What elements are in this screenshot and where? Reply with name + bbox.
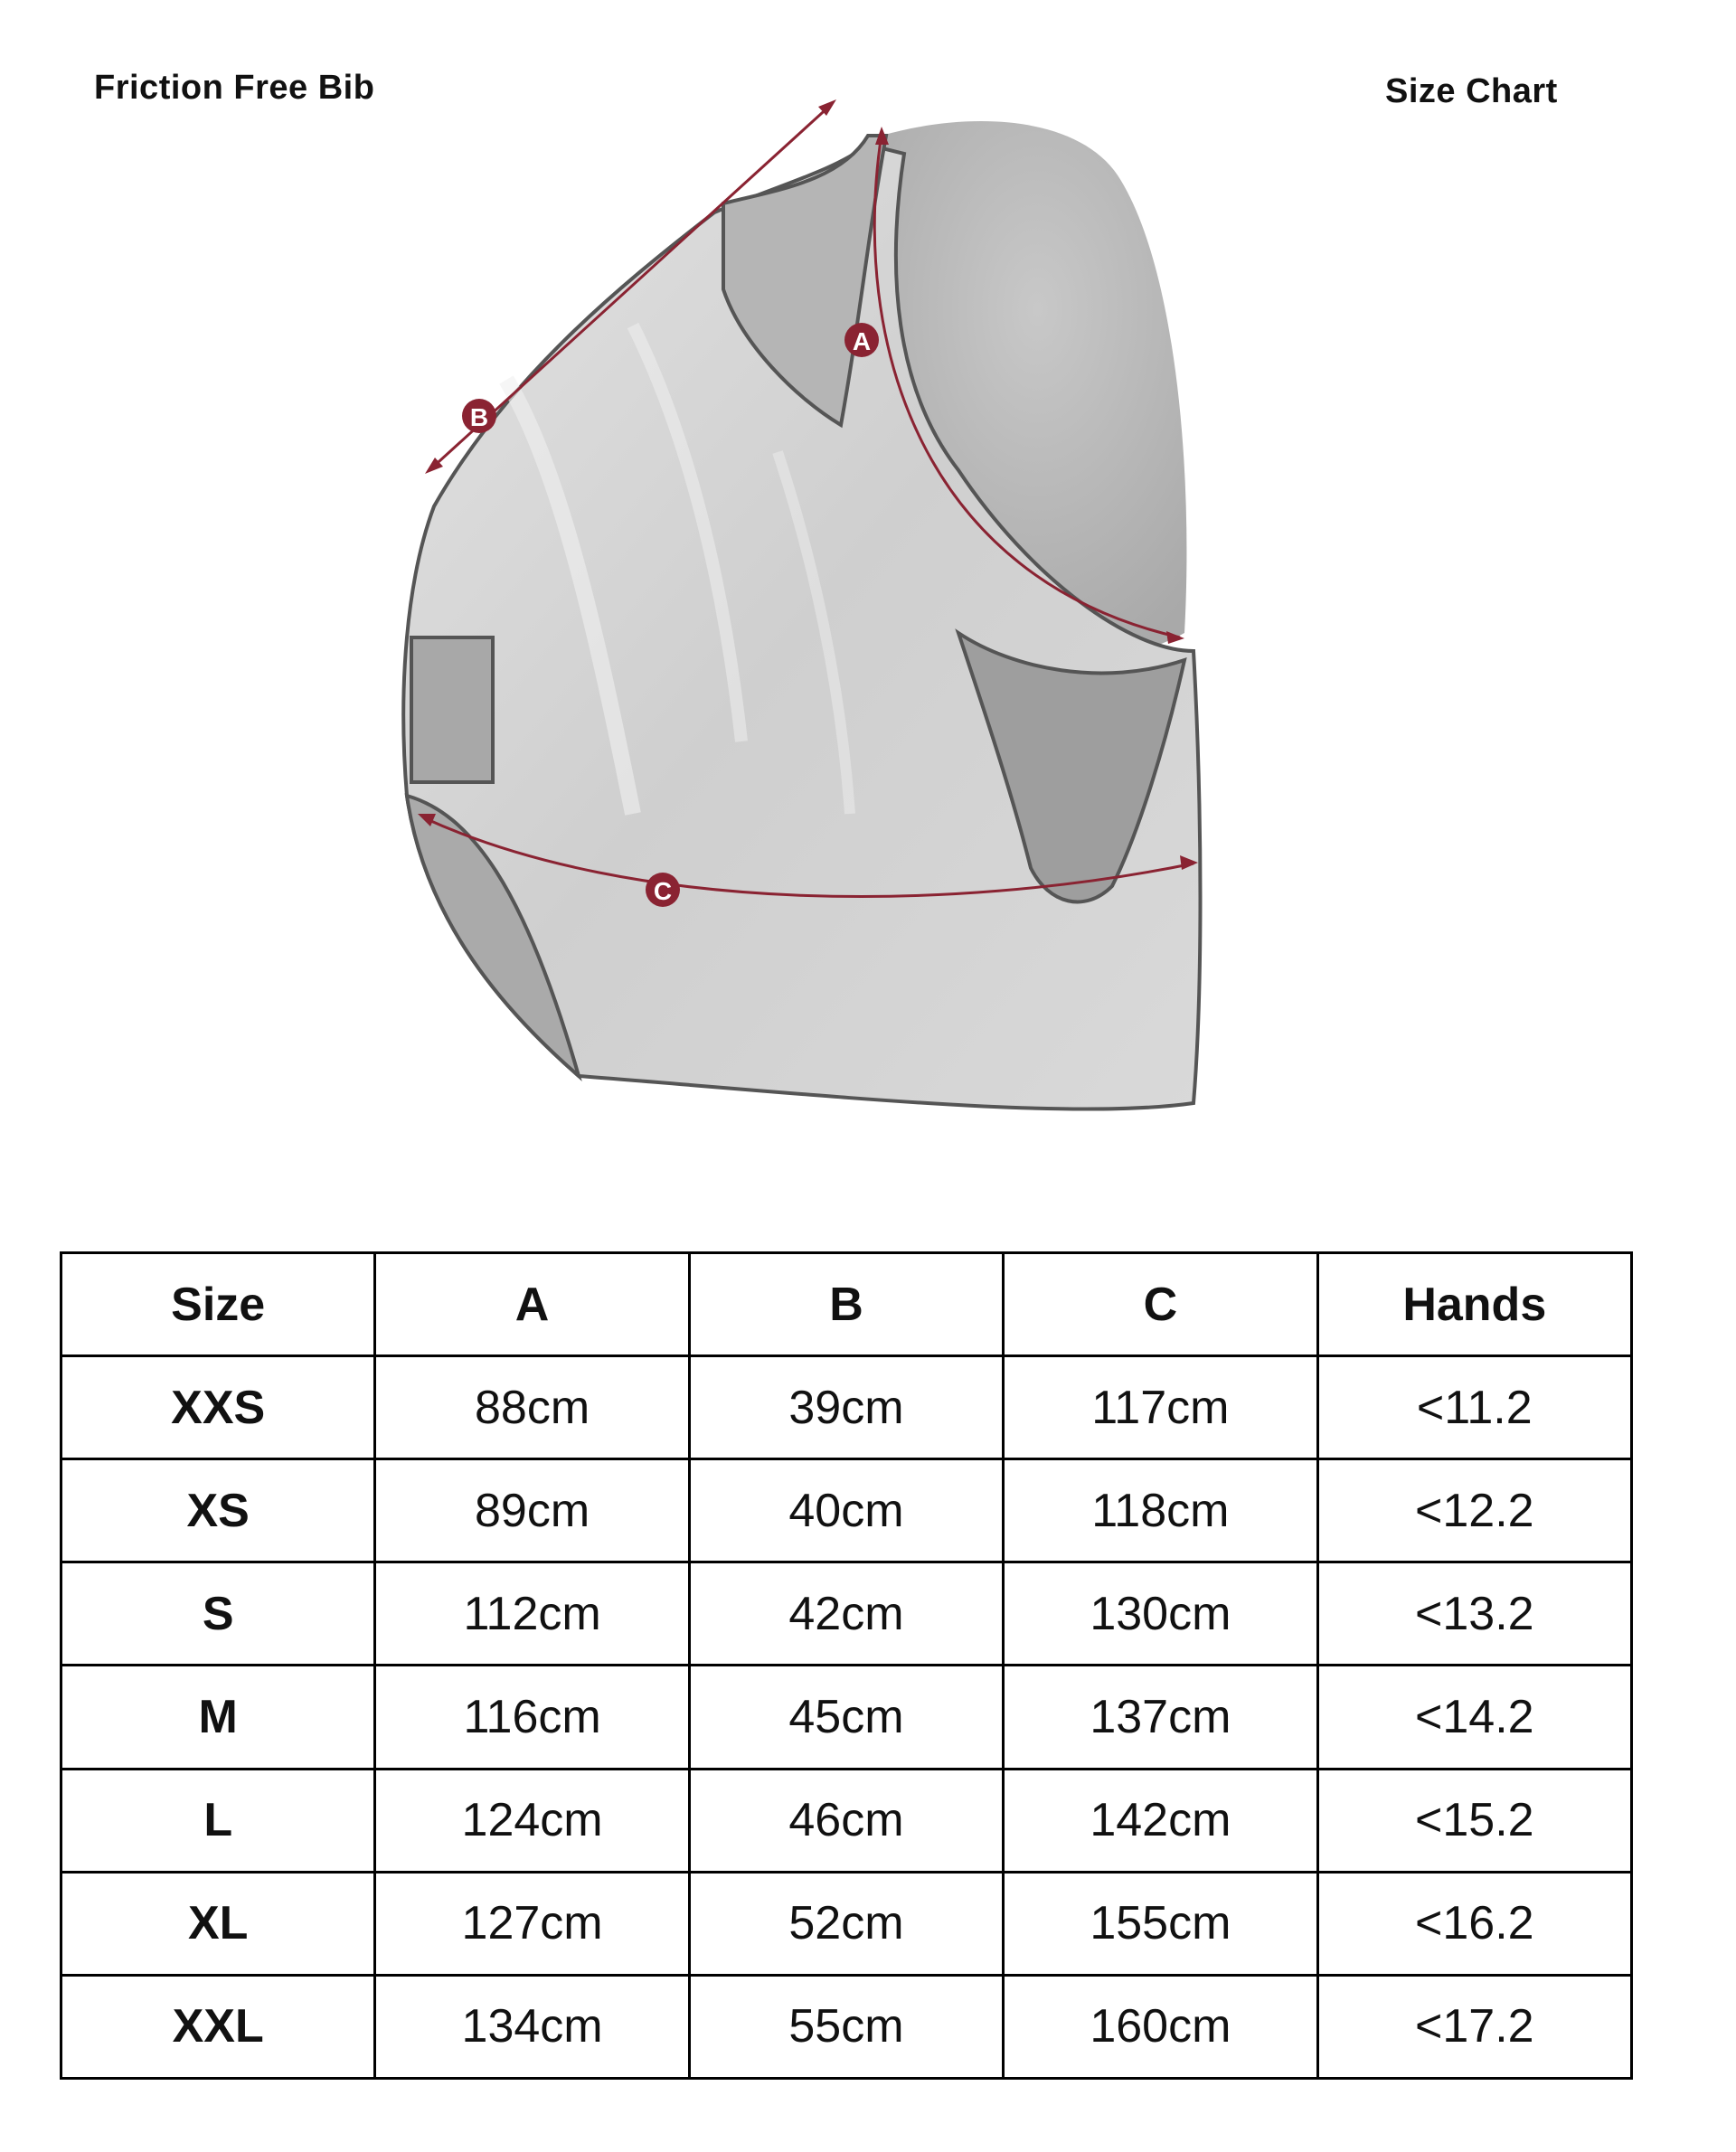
size-chart-table (60, 1251, 1633, 2080)
cell-b: 39cm (689, 1356, 1003, 1459)
table-header-row (61, 1253, 1632, 1356)
cell-size: M (61, 1666, 375, 1769)
cell-size: XS (61, 1459, 375, 1562)
bib-diagram (380, 90, 1212, 1139)
measure-a-label: A (852, 327, 872, 355)
cell-hands: <17.2 (1317, 1975, 1631, 2078)
cell-size: XL (61, 1872, 375, 1975)
measure-b-label: B (469, 403, 489, 431)
cell-c: 155cm (1004, 1872, 1317, 1975)
table-row (61, 1975, 1632, 2078)
cell-size: S (61, 1562, 375, 1666)
cell-b: 45cm (689, 1666, 1003, 1769)
cell-a: 88cm (375, 1356, 689, 1459)
cell-size: L (61, 1769, 375, 1872)
cell-a: 116cm (375, 1666, 689, 1769)
cell-b: 46cm (689, 1769, 1003, 1872)
cell-hands: <15.2 (1317, 1769, 1631, 1872)
header-hands: Hands (1317, 1253, 1631, 1356)
side-strap (411, 637, 493, 782)
table-row (61, 1666, 1632, 1769)
cell-a: 112cm (375, 1562, 689, 1666)
cell-c: 160cm (1004, 1975, 1317, 2078)
cell-c: 137cm (1004, 1666, 1317, 1769)
cell-a: 134cm (375, 1975, 689, 2078)
cell-b: 42cm (689, 1562, 1003, 1666)
cell-hands: <14.2 (1317, 1666, 1631, 1769)
cell-hands: <16.2 (1317, 1872, 1631, 1975)
header-size: Size (61, 1253, 375, 1356)
cell-hands: <13.2 (1317, 1562, 1631, 1666)
table-row (61, 1562, 1632, 1666)
size-chart-title: Size Chart (1385, 72, 1558, 110)
cell-c: 117cm (1004, 1356, 1317, 1459)
header-a: A (375, 1253, 689, 1356)
cell-hands: <12.2 (1317, 1459, 1631, 1562)
cell-c: 118cm (1004, 1459, 1317, 1562)
header-b: B (689, 1253, 1003, 1356)
cell-c: 130cm (1004, 1562, 1317, 1666)
cell-size: XXS (61, 1356, 375, 1459)
cell-a: 124cm (375, 1769, 689, 1872)
cell-a: 89cm (375, 1459, 689, 1562)
table-row (61, 1459, 1632, 1562)
cell-size: XXL (61, 1975, 375, 2078)
header-c: C (1004, 1253, 1317, 1356)
cell-a: 127cm (375, 1872, 689, 1975)
cell-b: 55cm (689, 1975, 1003, 2078)
measure-c-label: C (653, 877, 673, 905)
cell-c: 142cm (1004, 1769, 1317, 1872)
table-row (61, 1356, 1632, 1459)
table-row (61, 1872, 1632, 1975)
cell-b: 52cm (689, 1872, 1003, 1975)
cell-b: 40cm (689, 1459, 1003, 1562)
table-row (61, 1769, 1632, 1872)
cell-hands: <11.2 (1317, 1356, 1631, 1459)
product-title: Friction Free Bib (94, 69, 375, 107)
